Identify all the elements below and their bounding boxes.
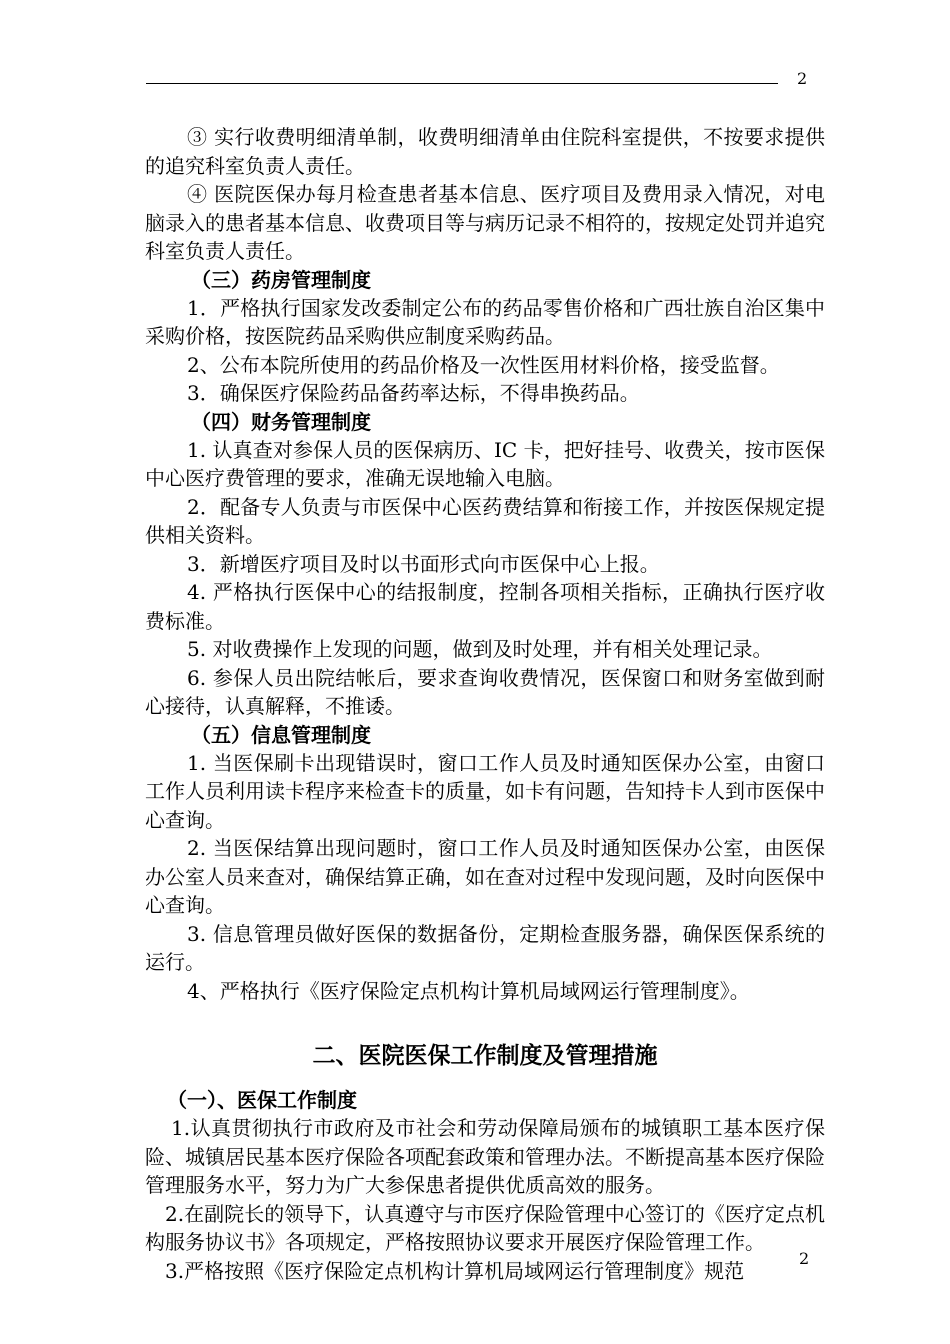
list-item: 3．确保医疗保险药品备药率达标，不得串换药品。 xyxy=(187,381,640,405)
list-item: 3．新增医疗项目及时以书面形式向市医保中心上报。 xyxy=(187,551,660,576)
list-item: 3.严格按照《医疗保险定点机构计算机局域网运行管理制度》规范 xyxy=(165,1258,745,1283)
footer-page-number: 2 xyxy=(799,1249,810,1268)
part-title: 二、医院医保工作制度及管理措施 xyxy=(312,1042,658,1069)
section-heading-finance: （四）财务管理制度 xyxy=(191,409,371,434)
list-item: 2．配备专人负责与市医保中心医药费结算和衔接工作，并按医保规定提供相关资料。 xyxy=(145,494,825,547)
list-item: 3. 信息管理员做好医保的数据备份，定期检查服务器，确保医保系统的运行。 xyxy=(145,921,825,974)
section-heading-pharmacy: （三）药房管理制度 xyxy=(191,267,371,292)
section-heading-work-rules: （一）、医保工作制度 xyxy=(167,1088,357,1112)
document-body xyxy=(145,123,825,1285)
list-item: 1.认真贯彻执行市政府及市社会和劳动保障局颁布的城镇职工基本医疗保险、城镇居民基本医疗保险各项配套政策和管理办法。不断提高基本医疗保险管理服务水平，努力为广大参保患者提供优质高效的服务。 xyxy=(145,1116,825,1197)
list-item: 4、严格执行《医疗保险定点机构计算机局域网运行管理制度》。 xyxy=(187,978,750,1003)
list-item: 2.在副院长的领导下，认真遵守与市医疗保险管理中心签订的《医疗定点机构服务协议书》各项规定，严格按照协议要求开展医疗保险管理工作。 xyxy=(145,1201,825,1254)
list-item: 6. 参保人员出院结帐后，要求查询收费情况，医保窗口和财务室做到耐心接待，认真解释，不推诿。 xyxy=(145,665,825,718)
header-rule xyxy=(146,83,778,84)
list-item: 1. 当医保刷卡出现错误时，窗口工作人员及时通知医保办公室，由窗口工作人员利用读卡程序来检查卡的质量，如卡有问题，告知持卡人到市医保中心查询。 xyxy=(145,750,825,832)
list-item: 2、公布本院所使用的药品价格及一次性医用材料价格，接受监督。 xyxy=(187,352,780,377)
paragraph-item-3: ③ 实行收费明细清单制，收费明细清单由住院科室提供，不按要求提供的追究科室负责人责任。 xyxy=(145,125,825,178)
list-item: 1. 认真查对参保人员的医保病历、IC 卡，把好挂号、收费关，按市医保中心医疗费管理的要求，准确无误地输入电脑。 xyxy=(145,437,825,490)
list-item: 5. 对收费操作上发现的问题，做到及时处理，并有相关处理记录。 xyxy=(187,637,773,661)
header-page-number: 2 xyxy=(797,69,808,88)
list-item: 1．严格执行国家发改委制定公布的药品零售价格和广西壮族自治区集中采购价格，按医院药品采购供应制度采购药品。 xyxy=(145,295,825,348)
list-item: 4. 严格执行医保中心的结报制度，控制各项相关指标，正确执行医疗收费标准。 xyxy=(145,580,825,633)
paragraph-item-4: ④ 医院医保办每月检查患者基本信息、医疗项目及费用录入情况，对电脑录入的患者基本信息、收费项目等与病历记录不相符的，按规定处罚并追究科室负责人责任。 xyxy=(145,182,825,263)
list-item: 2. 当医保结算出现问题时，窗口工作人员及时通知医保办公室，由医保办公室人员来查对，确保结算正确，如在查对过程中发现问题，及时向医保中心查询。 xyxy=(145,836,825,917)
section-heading-information: （五）信息管理制度 xyxy=(191,722,371,747)
